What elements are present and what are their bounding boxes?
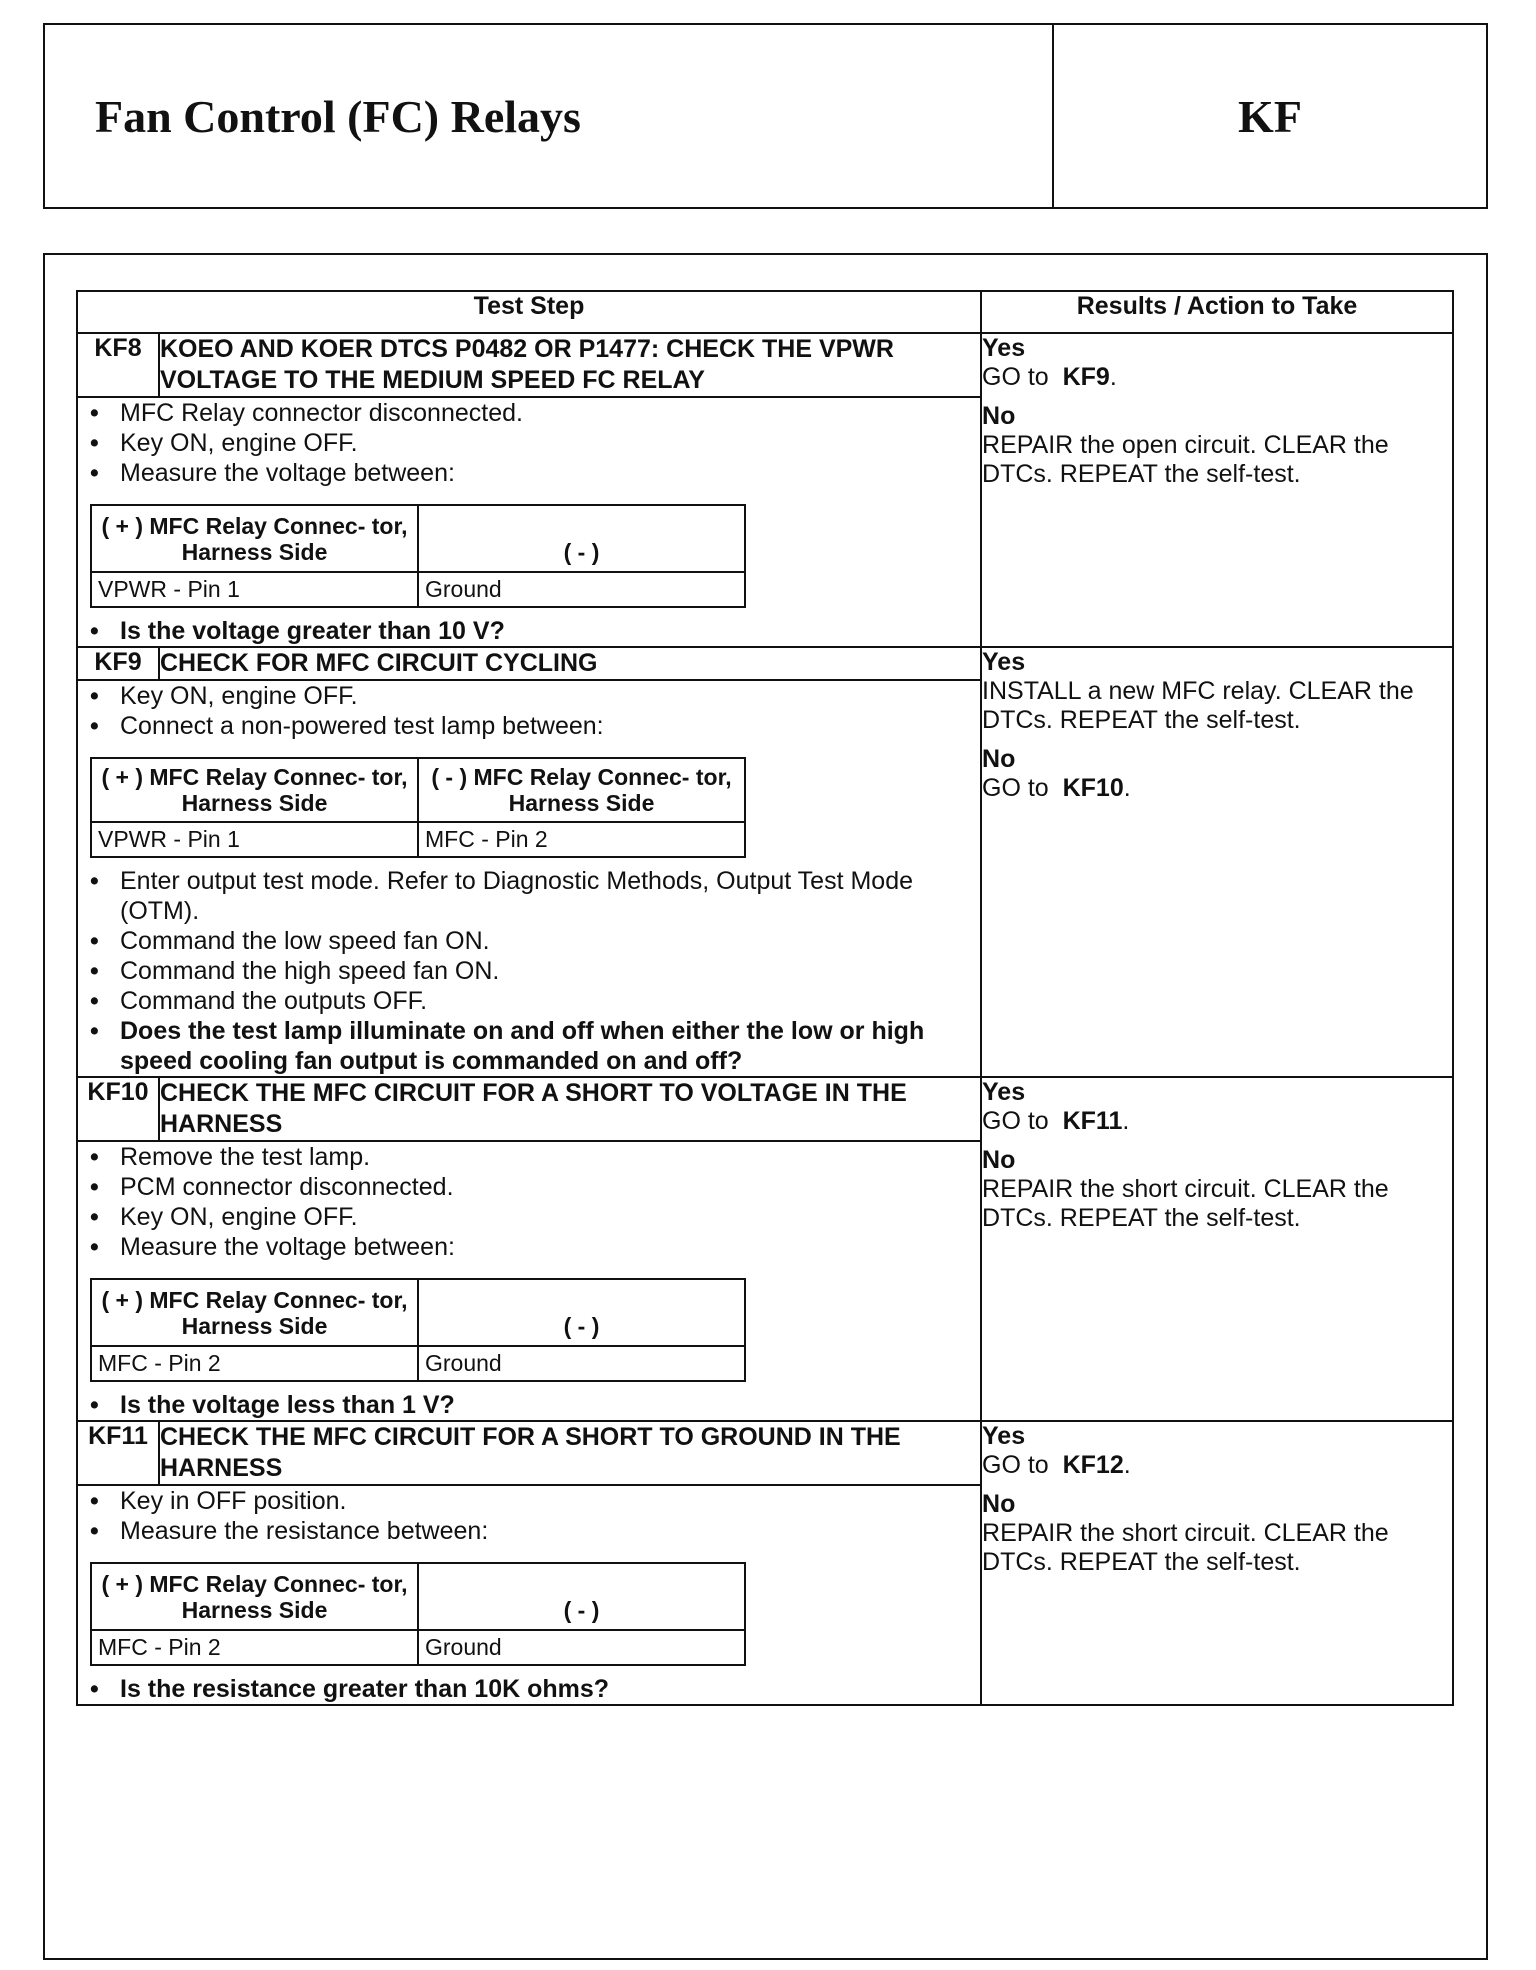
- measurement-header-positive: ( + ) MFC Relay Connec- tor, Harness Side: [91, 505, 418, 572]
- yes-goto-ref: KF9: [1062, 363, 1110, 391]
- step-instruction: • PCM connector disconnected.: [78, 1172, 980, 1202]
- step-instruction: • Measure the resistance between:: [78, 1516, 980, 1546]
- measurement-header-row: [91, 1563, 745, 1630]
- column-header-test-step: Test Step: [77, 291, 981, 333]
- measurement-negative-pin: Ground: [418, 1630, 745, 1665]
- measurement-row: [91, 572, 745, 607]
- step-instruction: • Command the high speed fan ON.: [78, 956, 980, 986]
- no-action: REPAIR the open circuit. CLEAR the DTCs. REPEAT the self-test.: [982, 431, 1389, 488]
- measurement-header-negative: ( - ): [418, 1563, 745, 1630]
- step-title-row: [77, 1421, 1453, 1485]
- step-instruction: • Command the low speed fan ON.: [78, 926, 980, 956]
- step-instruction: • Command the outputs OFF.: [78, 986, 980, 1016]
- step-result: [981, 1077, 1453, 1421]
- step-id: KF10: [77, 1077, 159, 1141]
- step-instruction: • Connect a non-powered test lamp between:: [78, 711, 980, 741]
- yes-action: GO to: [982, 363, 1049, 391]
- step-instruction: • Key in OFF position.: [78, 1486, 980, 1516]
- yes-action: GO to: [982, 1107, 1049, 1135]
- measurement-header-row: [91, 505, 745, 572]
- step-instruction: • Enter output test mode. Refer to Diagnostic Methods, Output Test Mode (OTM).: [78, 866, 980, 926]
- measurement-negative-pin: Ground: [418, 572, 745, 607]
- step-title: CHECK THE MFC CIRCUIT FOR A SHORT TO GROUND IN THE HARNESS: [159, 1421, 981, 1485]
- step-instruction: • Key ON, engine OFF.: [78, 681, 980, 711]
- measurement-positive-pin: VPWR - Pin 1: [91, 822, 418, 857]
- yes-action: GO to: [982, 1451, 1049, 1479]
- step-instruction: • Key ON, engine OFF.: [78, 1202, 980, 1232]
- step-title: KOEO AND KOER DTCS P0482 OR P1477: CHECK THE VPWR VOLTAGE TO THE MEDIUM SPEED FC RELAY: [159, 333, 981, 397]
- measurement-positive-pin: MFC - Pin 2: [91, 1630, 418, 1665]
- step-id: KF8: [77, 333, 159, 397]
- no-goto-ref: KF10: [1062, 774, 1124, 802]
- yes-goto-ref: KF11: [1062, 1107, 1123, 1135]
- yes-tail: .: [1123, 1451, 1131, 1479]
- yes-tail: .: [1109, 363, 1117, 391]
- yes-label: Yes: [982, 334, 1026, 362]
- step-question: • Is the resistance greater than 10K ohms?: [78, 1674, 980, 1704]
- yes-tail: .: [1122, 1107, 1130, 1135]
- instruction-list: [78, 398, 980, 488]
- step-title: CHECK THE MFC CIRCUIT FOR A SHORT TO VOLTAGE IN THE HARNESS: [159, 1077, 981, 1141]
- instruction-list: [78, 1142, 980, 1262]
- step-title-row: [77, 1077, 1453, 1141]
- step-id: KF11: [77, 1421, 159, 1485]
- instruction-list: [78, 681, 980, 741]
- measurement-negative-pin: MFC - Pin 2: [418, 822, 745, 857]
- measurement-positive-pin: MFC - Pin 2: [91, 1346, 418, 1381]
- no-action: GO to: [982, 774, 1049, 802]
- step-body: [77, 680, 981, 1077]
- yes-label: Yes: [982, 1078, 1026, 1106]
- no-label: No: [982, 1490, 1016, 1518]
- step-instruction: • Key ON, engine OFF.: [78, 428, 980, 458]
- step-question: • Is the voltage less than 1 V?: [78, 1390, 980, 1420]
- column-header-results: Results / Action to Take: [981, 291, 1453, 333]
- instruction-list: [78, 1390, 980, 1420]
- step-instruction: • MFC Relay connector disconnected.: [78, 398, 980, 428]
- yes-action: INSTALL a new MFC relay. CLEAR the DTCs. REPEAT the self-test.: [982, 677, 1414, 734]
- step-id: KF9: [77, 647, 159, 680]
- measurement-row: [91, 822, 745, 857]
- step-title-row: [77, 333, 1453, 397]
- yes-label: Yes: [982, 648, 1026, 676]
- no-label: No: [982, 1146, 1016, 1174]
- yes-label: Yes: [982, 1422, 1026, 1450]
- yes-goto-ref: KF12: [1062, 1451, 1124, 1479]
- measurement-positive-pin: VPWR - Pin 1: [91, 572, 418, 607]
- measurement-header-negative: ( - ): [418, 1279, 745, 1346]
- measurement-header-positive: ( + ) MFC Relay Connec- tor, Harness Side: [91, 1563, 418, 1630]
- step-instruction: • Measure the voltage between:: [78, 1232, 980, 1262]
- no-action: REPAIR the short circuit. CLEAR the DTCs. REPEAT the self-test.: [982, 1175, 1389, 1232]
- page-title: Fan Control (FC) Relays: [45, 25, 1054, 207]
- table-header-row: [77, 291, 1453, 333]
- step-title-row: [77, 647, 1453, 680]
- no-label: No: [982, 745, 1016, 773]
- measurement-header-positive: ( + ) MFC Relay Connec- tor, Harness Side: [91, 758, 418, 822]
- step-question: • Does the test lamp illuminate on and off when either the low or high speed cooling fan output is commanded on and off?: [78, 1016, 980, 1076]
- no-action: REPAIR the short circuit. CLEAR the DTCs. REPEAT the self-test.: [982, 1519, 1389, 1576]
- instruction-list: [78, 1486, 980, 1546]
- step-title: CHECK FOR MFC CIRCUIT CYCLING: [159, 647, 981, 680]
- header-box: [43, 23, 1488, 209]
- measurement-negative-pin: Ground: [418, 1346, 745, 1381]
- measurement-header-row: [91, 1279, 745, 1346]
- step-instruction: • Measure the voltage between:: [78, 458, 980, 488]
- measurement-header-positive: ( + ) MFC Relay Connec- tor, Harness Side: [91, 1279, 418, 1346]
- instruction-list: [78, 866, 980, 1076]
- measurement-header-row: [91, 758, 745, 822]
- step-body: [77, 397, 981, 647]
- step-result: [981, 333, 1453, 647]
- instruction-list: [78, 616, 980, 646]
- measurement-row: [91, 1346, 745, 1381]
- no-tail: .: [1123, 774, 1131, 802]
- step-instruction: • Remove the test lamp.: [78, 1142, 980, 1172]
- step-body: [77, 1485, 981, 1705]
- instruction-list: [78, 1674, 980, 1704]
- measurement-table: [90, 1278, 746, 1382]
- measurement-table: [90, 757, 746, 858]
- step-result: [981, 1421, 1453, 1705]
- measurement-table: [90, 1562, 746, 1666]
- measurement-table: [90, 504, 746, 608]
- step-question: • Is the voltage greater than 10 V?: [78, 616, 980, 646]
- section-code: KF: [1238, 90, 1302, 142]
- measurement-header-negative: ( - ): [418, 505, 745, 572]
- step-body: [77, 1141, 981, 1421]
- step-result: [981, 647, 1453, 1077]
- no-label: No: [982, 402, 1016, 430]
- measurement-header-negative: ( - ) MFC Relay Connec- tor, Harness Side: [418, 758, 745, 822]
- test-step-table: [76, 290, 1454, 1706]
- measurement-row: [91, 1630, 745, 1665]
